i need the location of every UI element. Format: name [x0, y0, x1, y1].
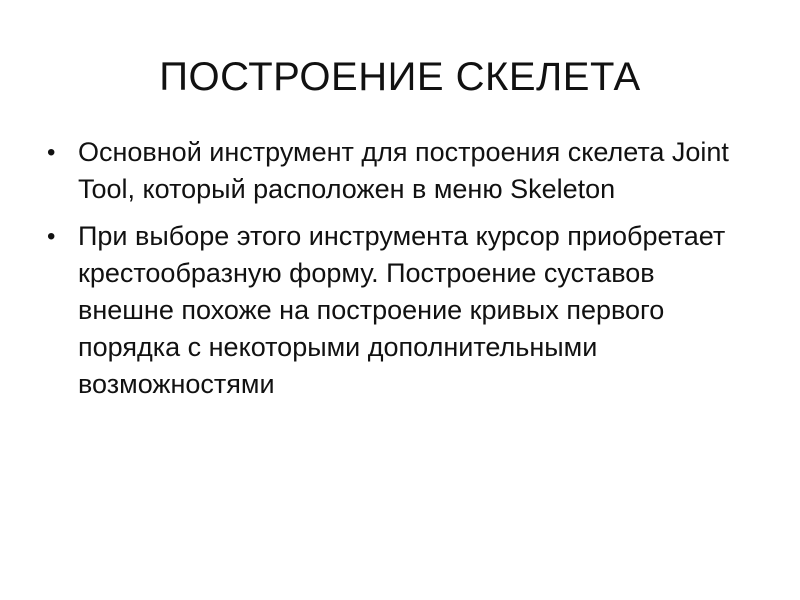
- bullet-dot-icon: •: [47, 139, 56, 166]
- bullet-item-1: [40, 134, 730, 208]
- bullet-text-1: Основной инструмент для построения скелета Joint Tool, который расположен в меню Skeleton: [78, 137, 729, 204]
- bullet-list: [40, 134, 730, 413]
- bullet-text-2: При выборе этого инструмента курсор приобретает крестообразную форму. Построение суставов внешне похоже на построение кривых первого порядка с некоторыми дополнительными возможностями: [78, 221, 726, 399]
- slide-title: ПОСТРОЕНИЕ СКЕЛЕТА: [159, 55, 641, 99]
- bullet-item-2: [40, 218, 730, 403]
- bullet-dot-icon: •: [47, 223, 56, 250]
